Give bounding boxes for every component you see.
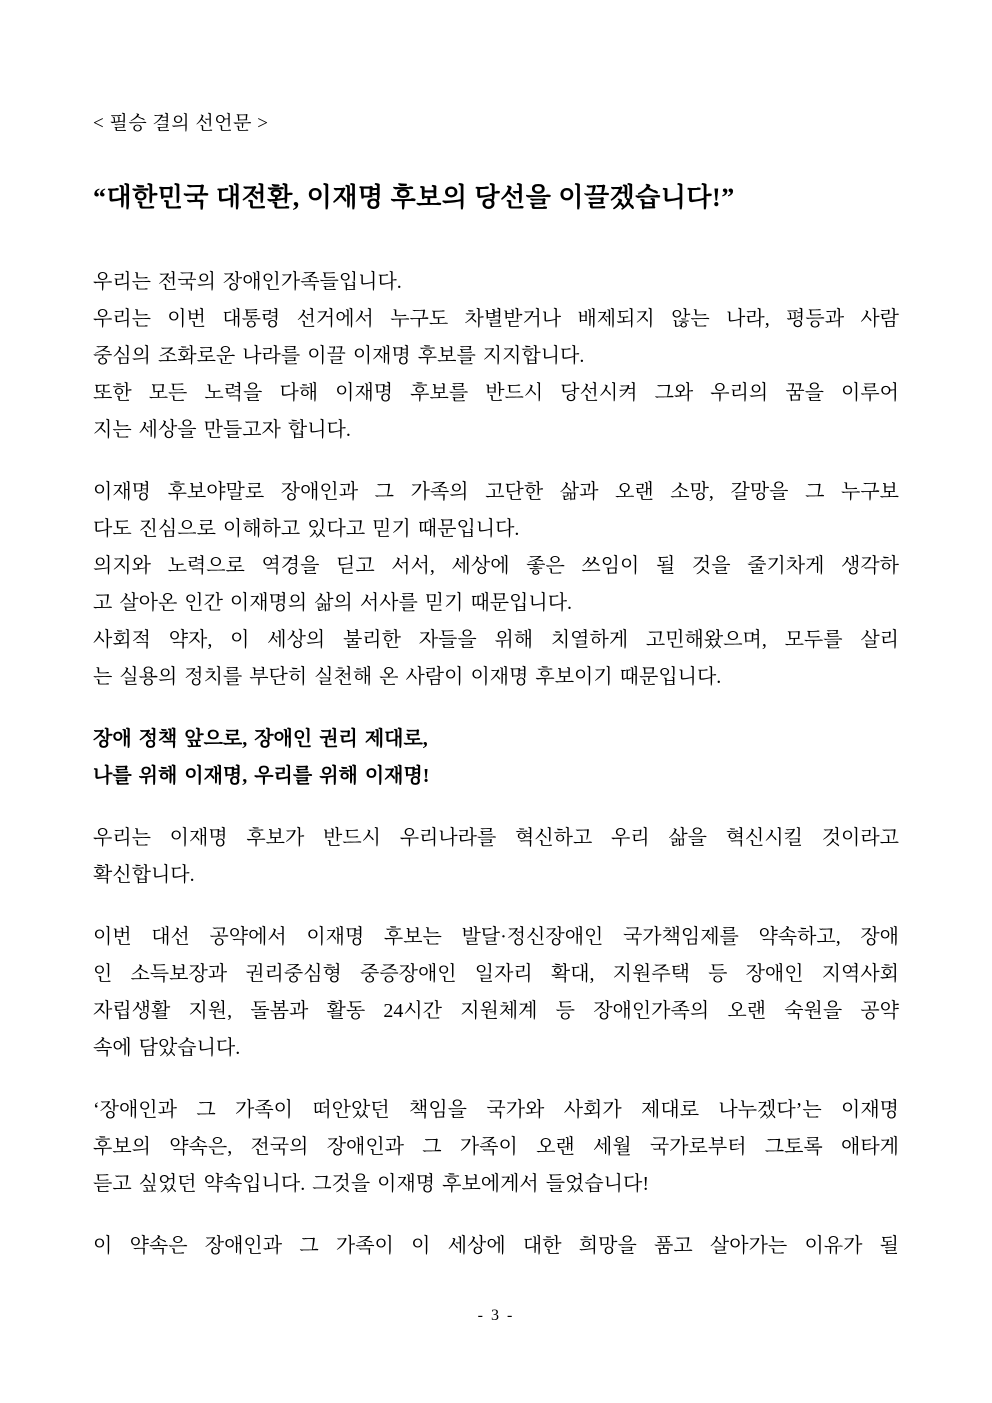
text-line: ‘장애인과 그 가족이 떠안았던 책임을 국가와 사회가 제대로 나누겠다’는 이재명 [93, 1099, 899, 1121]
text-line: 자립생활 지원, 돌봄과 활동 24시간 지원체계 등 장애인가족의 오랜 숙원을 공약 [93, 1000, 899, 1022]
text-line: 인 소득보장과 권리중심형 중증장애인 일자리 확대, 지원주택 등 장애인 지역사회 [93, 963, 899, 985]
text-line: 지는 세상을 만들고자 합니다. [93, 419, 351, 441]
text-line: 나를 위해 이재명, 우리를 위해 이재명! [93, 765, 430, 787]
text-line: 고 살아온 인간 이재명의 삶의 서사를 믿기 때문입니다. [93, 592, 573, 614]
text-line: 사회적 약자, 이 세상의 불리한 자들을 위해 치열하게 고민해왔으며, 모두를 살리 [93, 629, 899, 651]
text-line: 이 약속은 장애인과 그 가족이 이 세상에 대한 희망을 품고 살아가는 이유가 될 [93, 1235, 899, 1257]
text-line: 우리는 이재명 후보가 반드시 우리나라를 혁신하고 우리 삶을 혁신시킬 것이라고 [93, 827, 899, 849]
text-line: 의지와 노력으로 역경을 딛고 서서, 세상에 좋은 쓰임이 될 것을 줄기차게 생각하 [93, 555, 899, 577]
page-number: - 3 - [477, 1307, 515, 1324]
text-line: 우리는 전국의 장애인가족들입니다. [93, 271, 402, 293]
body-paragraph [93, 474, 899, 696]
text-line: 중심의 조화로운 나라를 이끌 이재명 후보를 지지합니다. [93, 345, 585, 367]
text-line: 듣고 싶었던 약속입니다. 그것을 이재명 후보에게서 들었습니다! [93, 1173, 649, 1195]
document-content [93, 0, 899, 1290]
text-line: 또한 모든 노력을 다해 이재명 후보를 반드시 당선시켜 그와 우리의 꿈을 이루어 [93, 382, 899, 404]
text-line: 다도 진심으로 이해하고 있다고 믿기 때문입니다. [93, 518, 520, 540]
body-paragraph [93, 1092, 899, 1203]
slogan-paragraph [93, 721, 899, 795]
text-line: 장애 정책 앞으로, 장애인 권리 제대로, [93, 728, 428, 750]
document-title: < 필승 결의 선언문 > [93, 113, 269, 134]
text-line: 이재명 후보야말로 장애인과 그 가족의 고단한 삶과 오랜 소망, 갈망을 그 누구보 [93, 481, 899, 503]
text-line: 우리는 이번 대통령 선거에서 누구도 차별받거나 배제되지 않는 나라, 평등과 사람 [93, 308, 899, 330]
text-line: 는 실용의 정치를 부단히 실천해 온 사람이 이재명 후보이기 때문입니다. [93, 666, 722, 688]
document-body [93, 264, 899, 1265]
text-line: 속에 담았습니다. [93, 1037, 241, 1059]
body-paragraph [93, 264, 899, 449]
text-line: 이번 대선 공약에서 이재명 후보는 발달·정신장애인 국가책임제를 약속하고, 장애 [93, 926, 899, 948]
document-headline: “대한민국 대전환, 이재명 후보의 당선을 이끌겠습니다!” [93, 183, 735, 212]
body-paragraph [93, 919, 899, 1067]
text-line: 후보의 약속은, 전국의 장애인과 그 가족이 오랜 세월 국가로부터 그토록 애타게 [93, 1136, 899, 1158]
body-paragraph [93, 820, 899, 894]
body-paragraph [93, 1228, 899, 1265]
text-line: 확신합니다. [93, 864, 195, 886]
